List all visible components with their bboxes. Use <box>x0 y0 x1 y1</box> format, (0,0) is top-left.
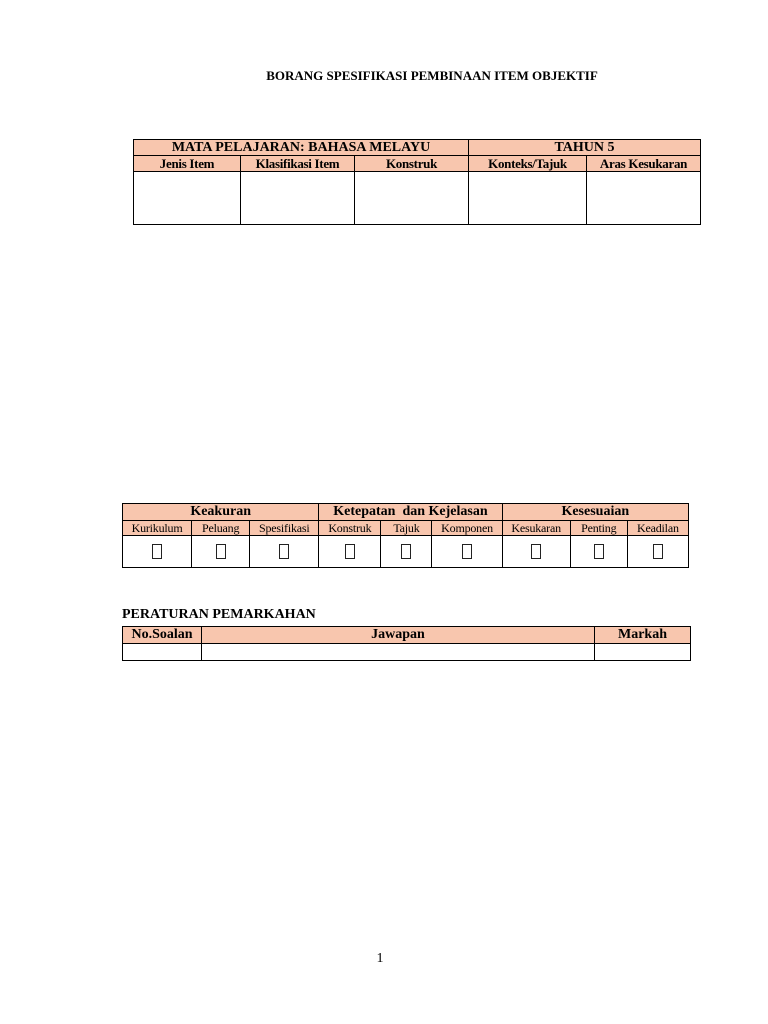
col-jawapan: Jawapan <box>202 627 595 644</box>
checkbox-penting[interactable] <box>570 536 627 568</box>
checkbox-icon <box>152 544 162 559</box>
checkbox-icon <box>216 544 226 559</box>
group-kesesuaian: Kesesuaian <box>502 504 688 521</box>
checkbox-icon <box>401 544 411 559</box>
col-spesifikasi: Spesifikasi <box>250 521 319 536</box>
col-konstruk: Konstruk <box>355 156 469 172</box>
checkbox-peluang[interactable] <box>192 536 250 568</box>
col-klasifikasi-item: Klasifikasi Item <box>241 156 355 172</box>
col-aras-kesukaran: Aras Kesukaran <box>587 156 701 172</box>
cell-markah[interactable] <box>595 644 691 661</box>
cell-jawapan[interactable] <box>202 644 595 661</box>
checkbox-icon <box>531 544 541 559</box>
marking-section-title: PERATURAN PEMARKAHAN <box>122 607 316 622</box>
col-komponen: Komponen <box>432 521 502 536</box>
checkbox-keadilan[interactable] <box>627 536 688 568</box>
col-konteks-tajuk: Konteks/Tajuk <box>469 156 587 172</box>
col-konstruk: Konstruk <box>319 521 381 536</box>
checkbox-icon <box>345 544 355 559</box>
checkbox-icon <box>462 544 472 559</box>
cell-konteks-tajuk[interactable] <box>469 172 587 225</box>
checkbox-spesifikasi[interactable] <box>250 536 319 568</box>
checkbox-icon <box>594 544 604 559</box>
cell-konstruk[interactable] <box>355 172 469 225</box>
checkbox-kurikulum[interactable] <box>123 536 192 568</box>
col-markah: Markah <box>595 627 691 644</box>
checklist-table <box>122 503 689 568</box>
col-keadilan: Keadilan <box>627 521 688 536</box>
year-header: TAHUN 5 <box>469 140 701 156</box>
subject-header: MATA PELAJARAN: BAHASA MELAYU <box>134 140 469 156</box>
cell-jenis-item[interactable] <box>134 172 241 225</box>
col-tajuk: Tajuk <box>381 521 432 536</box>
cell-no-soalan[interactable] <box>123 644 202 661</box>
checkbox-konstruk[interactable] <box>319 536 381 568</box>
page-number: 1 <box>376 951 384 966</box>
col-no-soalan: No.Soalan <box>123 627 202 644</box>
marking-table <box>122 626 691 661</box>
col-peluang: Peluang <box>192 521 250 536</box>
cell-aras-kesukaran[interactable] <box>587 172 701 225</box>
group-ketepatan: Ketepatan dan Kejelasan <box>319 504 502 521</box>
col-penting: Penting <box>570 521 627 536</box>
col-kurikulum: Kurikulum <box>123 521 192 536</box>
checkbox-icon <box>653 544 663 559</box>
checkbox-tajuk[interactable] <box>381 536 432 568</box>
specification-table <box>133 139 701 225</box>
checkbox-kesukaran[interactable] <box>502 536 570 568</box>
col-kesukaran: Kesukaran <box>502 521 570 536</box>
cell-klasifikasi-item[interactable] <box>241 172 355 225</box>
checkbox-komponen[interactable] <box>432 536 502 568</box>
checkbox-icon <box>279 544 289 559</box>
col-jenis-item: Jenis Item <box>134 156 241 172</box>
document-title: BORANG SPESIFIKASI PEMBINAAN ITEM OBJEKTIF <box>266 68 598 83</box>
group-keakuran: Keakuran <box>123 504 319 521</box>
